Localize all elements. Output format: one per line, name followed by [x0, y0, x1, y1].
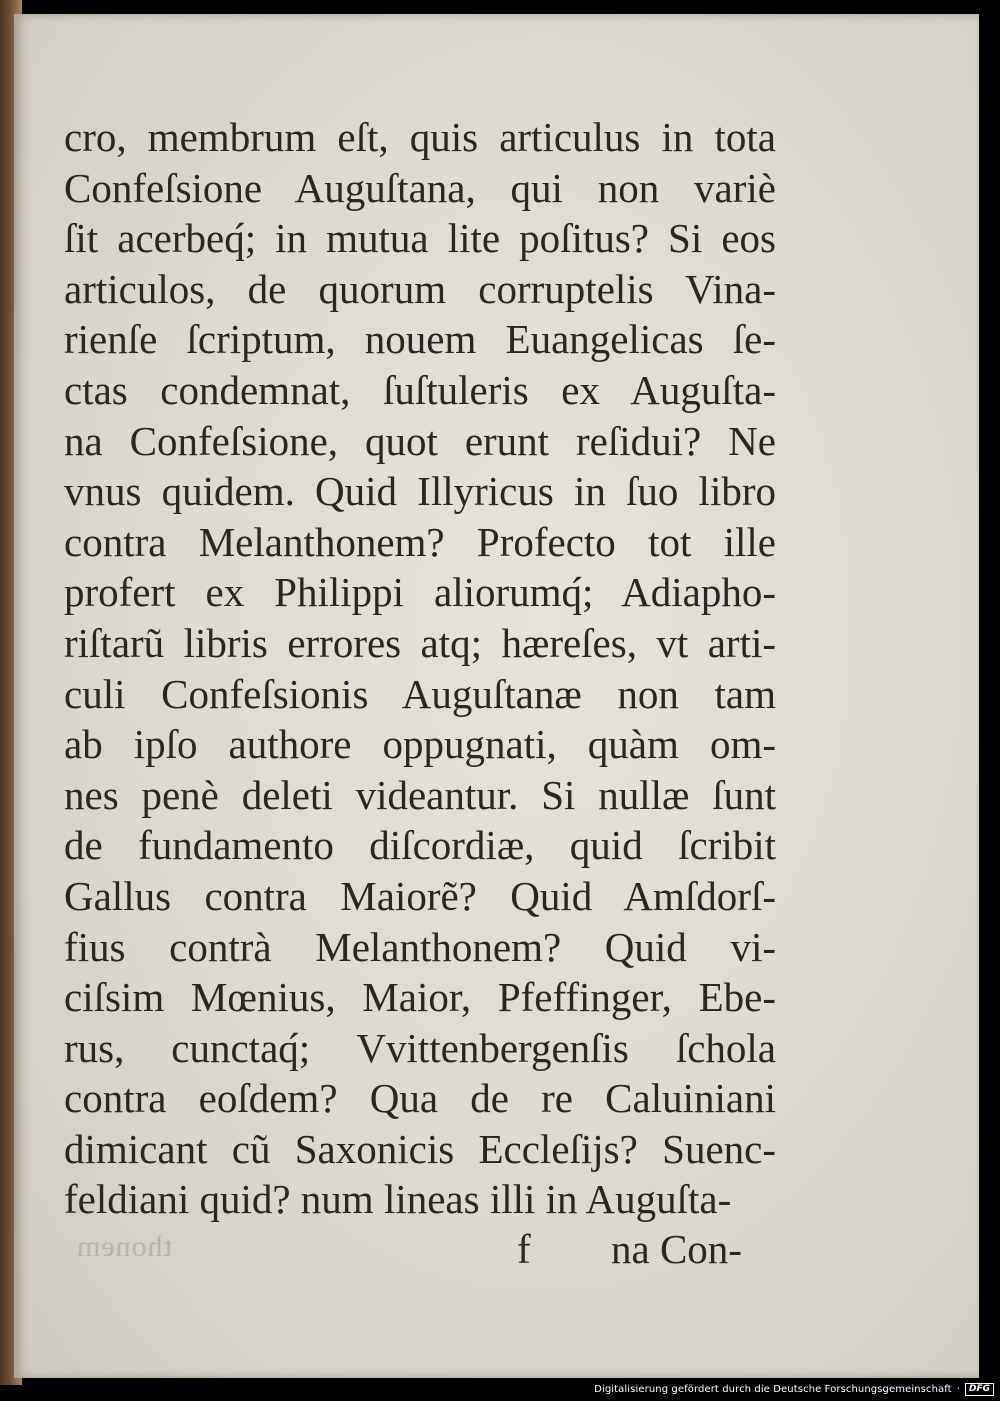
text-line-8: vnus quidem. Quid Illyricus in ſuo libro	[64, 468, 776, 515]
text-line-3: ſit acerbeq́; in mutua lite poſitus? Si eos	[64, 215, 776, 262]
show-through-text: thonem	[76, 1230, 172, 1263]
text-line-16: Gallus contra Maiorẽ? Quid Amſdorſ-	[64, 872, 776, 919]
text-line-7: na Confeſsione, quot erunt reſidui? Ne	[64, 417, 776, 464]
text-line-21: dimicant cũ Saxonicis Eccleſijs? Suenc-	[64, 1125, 776, 1172]
text-line-4: articulos, de quorum corruptelis Vina-	[64, 265, 776, 312]
text-line-1: cro, membrum eſt, quis articulus in tota	[64, 114, 776, 160]
text-line-10: profert ex Philippi aliorumq́; Adiapho-	[64, 569, 776, 616]
text-line-5: rienſe ſcriptum, nouem Euangelicas ſe-	[64, 316, 776, 363]
book-page	[14, 14, 979, 1378]
text-line-11: riſtarũ libris errores atq; hæreſes, vt arti-	[64, 619, 776, 666]
text-line-9: contra Melanthonem? Profecto tot ille	[64, 518, 776, 565]
text-line-14: nes penè deleti videantur. Si nullæ ſunt	[64, 771, 776, 818]
text-line-17: fius contrà Melanthonem? Quid vi-	[64, 923, 776, 970]
funding-note: Digitalisierung gefördert durch die Deutsche Forschungsgemeinschaft	[594, 1383, 952, 1395]
text-line-20: contra eoſdem? Qua de re Caluiniani	[64, 1075, 776, 1122]
dfg-logo-icon: DFG	[965, 1383, 994, 1396]
footer-separator: ·	[956, 1383, 960, 1395]
text-line-13: ab ipſo authore oppugnati, quàm om-	[64, 721, 776, 768]
text-line-15: de fundamento diſcordiæ, quid ſcribit	[64, 822, 776, 869]
text-line-6: ctas condemnat, ſuſtuleris ex Auguſta-	[64, 366, 776, 413]
text-line-2: Confeſsione Auguſtana, qui non variè	[64, 164, 776, 211]
digitization-credit	[594, 1380, 994, 1398]
page-text-block	[64, 112, 776, 1225]
catchword: na Con-	[611, 1226, 742, 1272]
text-line-12: culi Confeſsionis Auguſtanæ non tam	[64, 670, 776, 717]
text-line-22: feldiani quid? num lineas illi in Auguſta-	[64, 1176, 732, 1223]
text-line-19: rus, cunctaq́; Vvittenbergenſis ſchola	[64, 1024, 776, 1071]
text-line-18: ciſsim Mœnius, Maior, Pfeffinger, Ebe-	[64, 974, 776, 1021]
signature-mark: f	[517, 1226, 531, 1272]
